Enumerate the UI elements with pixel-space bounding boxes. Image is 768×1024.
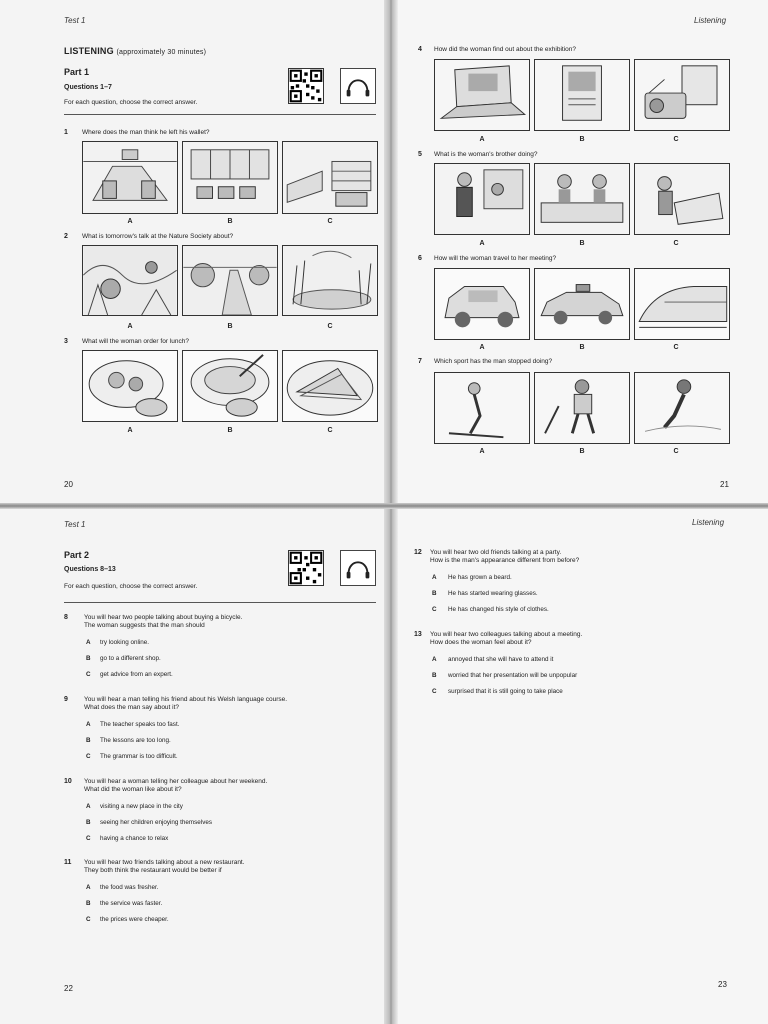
option-text[interactable]: the prices were cheaper. — [100, 916, 169, 923]
question-line: You will hear two friends talking about a new restaurant. — [84, 859, 245, 866]
option-text[interactable]: try looking online. — [100, 639, 150, 646]
question-text: What will the woman order for lunch? — [82, 338, 189, 345]
option-letter: C — [86, 835, 91, 842]
q3-picture-b-soup[interactable] — [182, 350, 278, 422]
option-text[interactable]: visiting a new place in the city — [100, 803, 183, 810]
option-letter: A — [432, 656, 437, 663]
option-letter: A — [86, 639, 91, 646]
divider — [64, 602, 376, 603]
q5-picture-b-shop-counter[interactable] — [534, 163, 630, 235]
option-label-c: C — [673, 344, 679, 351]
question-text: What is tomorrow's talk at the Nature Society about? — [82, 233, 234, 240]
question-line: What did the woman like about it? — [84, 786, 182, 793]
question-line: The woman suggests that the man should — [84, 622, 205, 629]
scan-separator — [0, 503, 768, 509]
questions-range: Questions 1–7 — [64, 84, 112, 91]
q7-picture-a-skier[interactable] — [434, 372, 530, 444]
page-number: 20 — [64, 480, 73, 489]
page-20 — [0, 0, 384, 505]
option-text[interactable]: The lessons are too long. — [100, 737, 171, 744]
q5-picture-a-security-guard[interactable] — [434, 163, 530, 235]
option-text[interactable]: He has grown a beard. — [448, 574, 512, 581]
option-letter: A — [86, 884, 91, 891]
instruction: For each question, choose the correct answer. — [64, 99, 198, 106]
option-label-a: A — [479, 344, 485, 351]
q4-picture-a-laptop[interactable] — [434, 59, 530, 131]
option-text[interactable]: worried that her presentation will be unpopular — [448, 672, 578, 679]
option-text[interactable]: get advice from an expert. — [100, 671, 173, 678]
question-line: You will hear a woman telling her colleague about her weekend. — [84, 778, 268, 785]
question-number: 12 — [414, 549, 422, 556]
option-letter: B — [432, 590, 437, 597]
page-22 — [0, 508, 384, 1024]
running-head: Test 1 — [64, 520, 86, 529]
question-number: 7 — [418, 358, 422, 365]
q1-picture-b-waiting-room[interactable] — [182, 141, 278, 214]
question-line: What does the man say about it? — [84, 704, 180, 711]
option-label-a: A — [127, 323, 133, 330]
q4-picture-b-poster[interactable] — [534, 59, 630, 131]
question-text: Which sport has the man stopped doing? — [434, 358, 553, 365]
page-23 — [398, 508, 768, 1024]
question-number: 8 — [64, 614, 68, 621]
option-letter: A — [432, 574, 437, 581]
q6-picture-a-car[interactable] — [434, 268, 530, 340]
option-label-c: C — [327, 323, 333, 330]
q2-picture-c-pond-plants[interactable] — [282, 245, 378, 316]
option-letter: B — [86, 655, 91, 662]
option-text[interactable]: He has changed his style of clothes. — [448, 606, 549, 613]
instruction: For each question, choose the correct answer. — [64, 583, 198, 590]
running-head: Listening — [692, 518, 725, 527]
option-label-c: C — [327, 427, 333, 434]
option-text[interactable]: seeing her children enjoying themselves — [100, 819, 213, 826]
question-line: You will hear two colleagues talking about a meeting. — [430, 631, 583, 638]
q2-picture-b-garden-path[interactable] — [182, 245, 278, 316]
option-label-b: B — [227, 427, 233, 434]
q6-picture-c-train[interactable] — [634, 268, 730, 340]
option-label-c: C — [673, 448, 679, 455]
title-note: (approximately 30 minutes) — [116, 49, 207, 56]
question-number: 4 — [418, 46, 422, 53]
option-label-b: B — [227, 218, 233, 225]
part-heading: Part 2 — [64, 550, 90, 560]
headphones-icon — [340, 550, 376, 586]
question-number: 3 — [64, 338, 68, 345]
question-number: 10 — [64, 778, 72, 785]
question-number: 6 — [418, 255, 422, 262]
option-label-c: C — [673, 136, 679, 143]
q1-picture-a-train-seats[interactable] — [82, 141, 178, 214]
q7-picture-c-snowboarder[interactable] — [634, 372, 730, 444]
q3-picture-c-sandwich[interactable] — [282, 350, 378, 422]
question-line: How does the woman feel about it? — [430, 639, 532, 646]
option-label-c: C — [327, 218, 333, 225]
running-head: Test 1 — [64, 16, 86, 25]
option-label-b: B — [227, 323, 233, 330]
option-label-a: A — [127, 427, 133, 434]
section-title — [64, 46, 206, 56]
part-heading: Part 1 — [64, 67, 90, 77]
option-text[interactable]: The grammar is too difficult. — [100, 753, 178, 760]
option-text[interactable]: the food was fresher. — [100, 884, 159, 891]
page-number: 23 — [718, 980, 727, 989]
option-letter: B — [86, 819, 91, 826]
page-number: 22 — [64, 984, 73, 993]
option-letter: A — [86, 721, 91, 728]
option-label-b: B — [579, 448, 585, 455]
question-line: You will hear two old friends talking at a party. — [430, 549, 562, 556]
headphones-icon — [340, 68, 376, 104]
question-number: 5 — [418, 151, 422, 158]
option-letter: B — [86, 737, 91, 744]
question-number: 2 — [64, 233, 68, 240]
q4-picture-c-radio-leaflet[interactable] — [634, 59, 730, 131]
question-number: 9 — [64, 696, 68, 703]
question-number: 13 — [414, 631, 422, 638]
question-line: You will hear two people talking about buying a bicycle. — [84, 614, 243, 621]
title-text: LISTENING — [64, 46, 114, 56]
option-letter: C — [86, 916, 91, 923]
option-label-b: B — [579, 344, 585, 351]
option-letter: C — [432, 688, 437, 695]
option-label-b: B — [579, 136, 585, 143]
running-head: Listening — [694, 16, 727, 25]
option-label-a: A — [479, 448, 485, 455]
q3-picture-a-seafood-salad[interactable] — [82, 350, 178, 422]
option-letter: C — [86, 753, 91, 760]
q1-picture-c-station-cafe[interactable] — [282, 141, 378, 214]
question-number: 1 — [64, 129, 68, 136]
question-text: How did the woman find out about the exhibition? — [434, 46, 577, 53]
q5-picture-c-artist-drawing[interactable] — [634, 163, 730, 235]
option-text[interactable]: annoyed that she will have to attend it — [448, 656, 554, 663]
option-letter: C — [86, 671, 91, 678]
question-text: Where does the man think he left his wallet? — [82, 129, 210, 136]
option-letter: B — [86, 900, 91, 907]
option-text[interactable]: surprised that it is still going to take place — [448, 688, 563, 695]
q6-picture-b-taxi[interactable] — [534, 268, 630, 340]
q7-picture-b-ice-hockey[interactable] — [534, 372, 630, 444]
divider — [64, 114, 376, 115]
question-line: You will hear a man telling his friend about his Welsh language course. — [84, 696, 288, 703]
book-spine — [384, 0, 398, 1024]
qr-code-icon — [288, 68, 324, 104]
option-text[interactable]: go to a different shop. — [100, 655, 161, 662]
question-line: How is the man's appearance different from before? — [430, 557, 580, 564]
option-label-b: B — [579, 240, 585, 247]
option-text[interactable]: The teacher speaks too fast. — [100, 721, 180, 728]
question-text: How will the woman travel to her meeting? — [434, 255, 557, 262]
option-text[interactable]: He has started wearing glasses. — [448, 590, 538, 597]
question-line: They both think the restaurant would be better if — [84, 867, 222, 874]
option-label-c: C — [673, 240, 679, 247]
option-label-a: A — [479, 136, 485, 143]
page-number: 21 — [720, 480, 729, 489]
page-21 — [398, 0, 768, 505]
question-text: What is the woman's brother doing? — [434, 151, 538, 158]
question-number: 11 — [64, 859, 72, 866]
q2-picture-a-jungle-animals[interactable] — [82, 245, 178, 316]
option-label-a: A — [127, 218, 133, 225]
option-letter: C — [432, 606, 437, 613]
option-letter: A — [86, 803, 91, 810]
option-label-a: A — [479, 240, 485, 247]
option-text[interactable]: the service was faster. — [100, 900, 163, 907]
option-letter: B — [432, 672, 437, 679]
option-text[interactable]: having a chance to relax — [100, 835, 169, 842]
questions-range: Questions 8–13 — [64, 566, 116, 573]
qr-code-icon — [288, 550, 324, 586]
